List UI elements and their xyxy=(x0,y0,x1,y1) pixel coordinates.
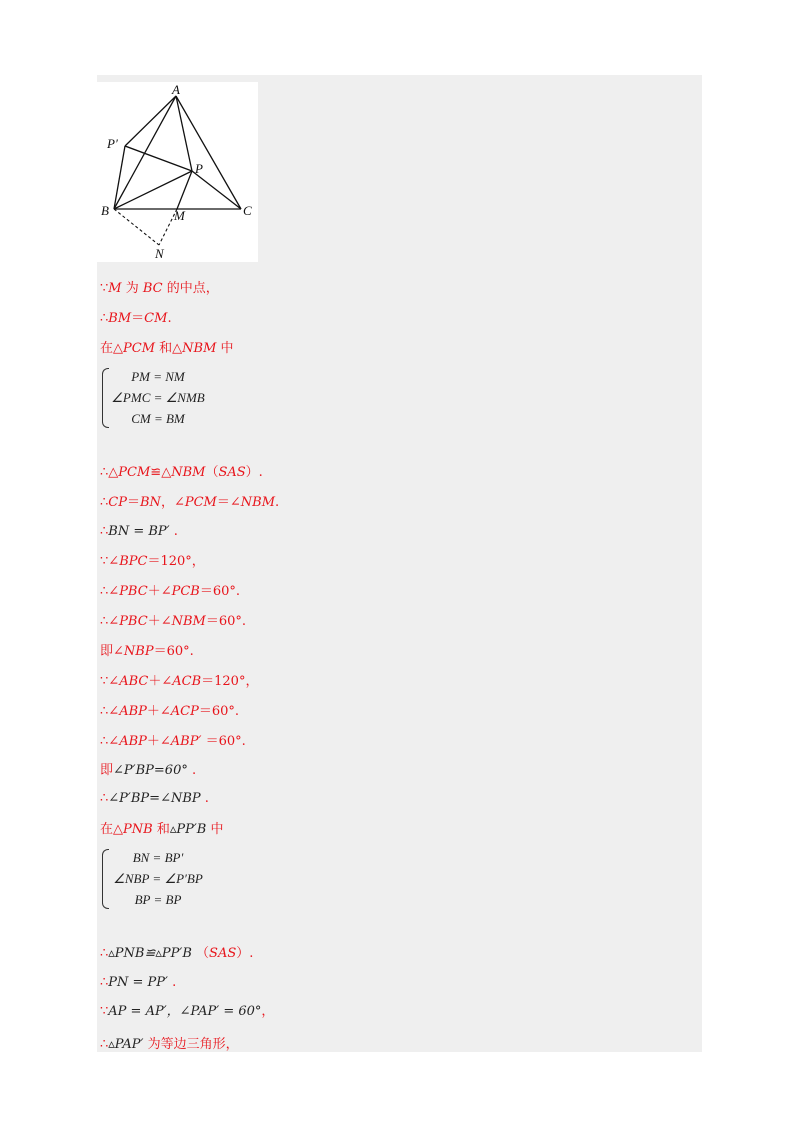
label-B: B xyxy=(101,203,109,218)
proof-line-7: ∵∠BPC＝120°， xyxy=(100,554,205,569)
label-N: N xyxy=(155,246,164,261)
proof-line-12: ∴∠ABP＋∠ACP＝60°. xyxy=(100,704,240,719)
geometry-figure xyxy=(97,82,258,262)
proof-line-20: ∴▵PAP′ 为等边三角形， xyxy=(100,1037,239,1052)
segment-P-prime-P xyxy=(125,146,192,171)
proof-line-9: ∴∠PBC＋∠NBM＝60°. xyxy=(100,614,247,629)
system-1-row-1: PM = NM xyxy=(131,369,185,384)
segment-PC xyxy=(192,171,241,209)
label-C: C xyxy=(243,203,252,218)
system-2-row-1: BN = BP′ xyxy=(132,850,184,865)
proof-line-5: ∴CP＝BN，∠PCM＝∠NBM. xyxy=(100,495,280,510)
label-P: P xyxy=(195,161,203,176)
proof-line-16: 在△PNB 和▵PP′B 中 xyxy=(100,822,224,837)
proof-line-8: ∴∠PBC＋∠PCB＝60°. xyxy=(100,584,241,599)
proof-line-19: ∵AP = AP′，∠PAP′ = 60°， xyxy=(100,1004,275,1019)
triangle-diagram xyxy=(97,82,258,262)
segment-AP xyxy=(176,96,192,171)
proof-line-6: ∴BN = BP′ . xyxy=(100,524,178,539)
system-1-row-3: CM = BM xyxy=(131,411,185,426)
label-P-prime: P′ xyxy=(107,136,118,151)
label-M: M xyxy=(174,208,185,223)
label-A: A xyxy=(172,82,180,97)
proof-line-1: ∵M 为 BC 的中点， xyxy=(100,281,219,296)
segment-AP-prime xyxy=(125,96,176,146)
proof-line-2: ∴BM＝CM. xyxy=(100,311,172,326)
proof-line-10: 即∠NBP＝60°. xyxy=(100,644,194,659)
proof-line-18: ∴PN = PP′ . xyxy=(100,975,177,990)
proof-line-15: ∴∠P′BP=∠NBP . xyxy=(100,791,209,806)
proof-line-14: 即∠P′BP=60° . xyxy=(100,763,197,778)
system-2-row-2: ∠NBP = ∠P′BP xyxy=(113,871,203,886)
proof-line-17: ∴▵PNB≌▵PP′B （SAS）. xyxy=(100,946,254,961)
segment-BN-dashed xyxy=(114,209,159,245)
proof-line-4: ∴△PCM≌△NBM（SAS）. xyxy=(100,465,263,480)
system-2-row-3: BP = BP xyxy=(134,892,182,907)
proof-line-11: ∵∠ABC＋∠ACB＝120°， xyxy=(100,674,259,689)
segment-AC xyxy=(176,96,241,209)
proof-line-13: ∴∠ABP＋∠ABP′ ＝60°. xyxy=(100,734,246,749)
segment-BP xyxy=(114,171,192,209)
proof-line-3: 在△PCM 和△NBM 中 xyxy=(100,341,234,356)
system-1-row-2: ∠PMC = ∠NMB xyxy=(111,390,205,405)
